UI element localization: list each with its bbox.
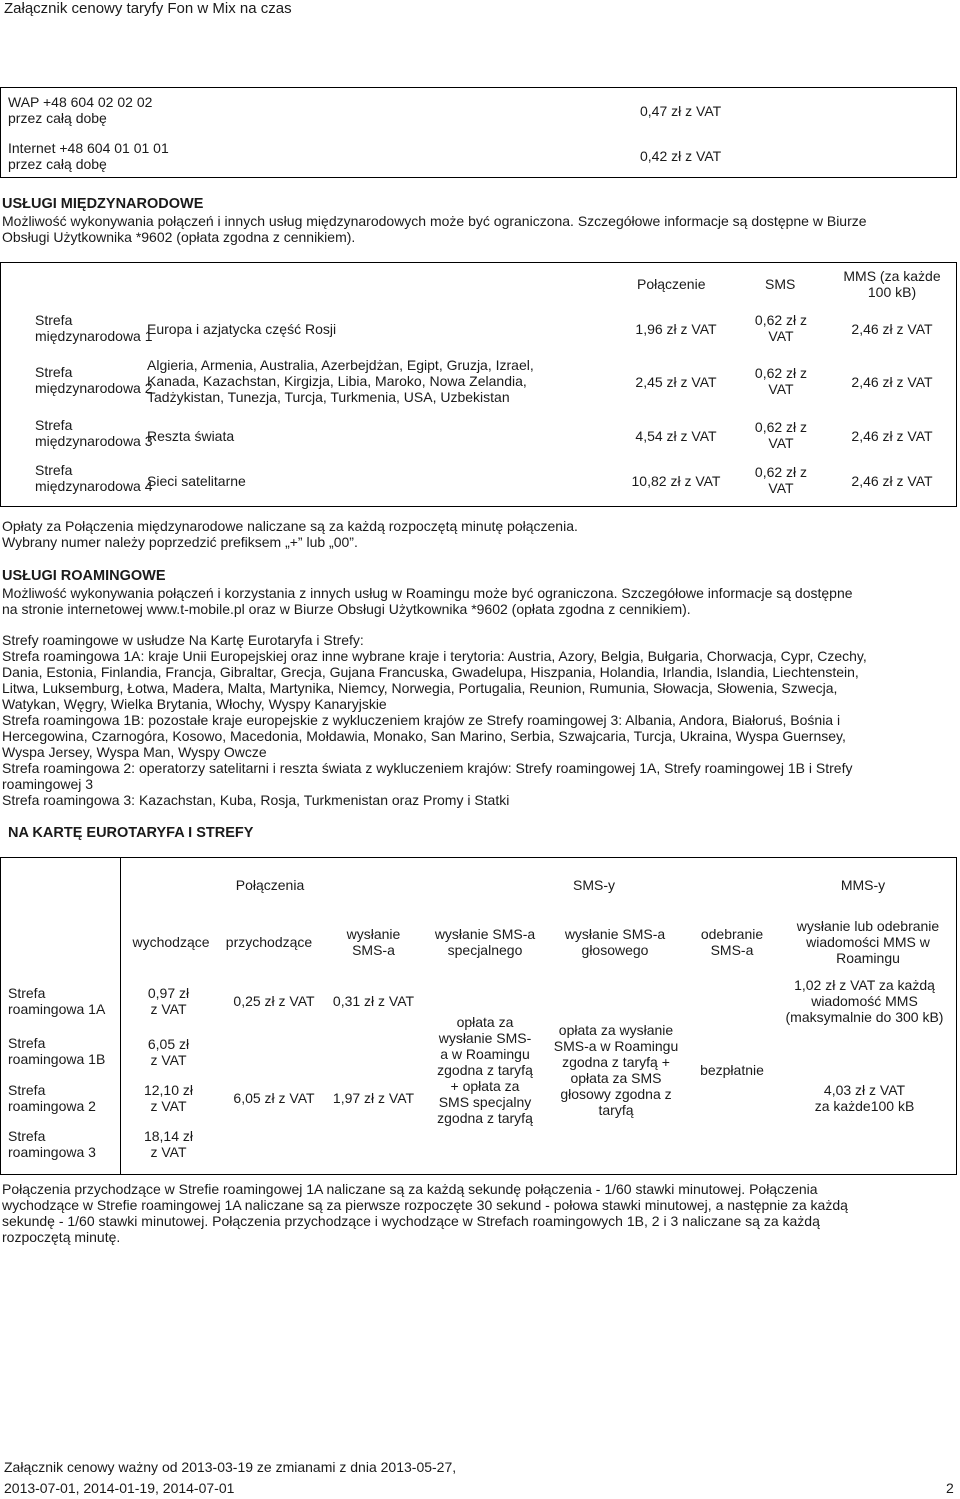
outgoing-price: 6,05 zł z VAT [147, 1036, 190, 1068]
sms-price: 0,62 zł z VAT [754, 365, 808, 397]
outgoing-price: 18,14 zł z VAT [143, 1128, 194, 1160]
group-header-mms: MMS-y [840, 877, 886, 893]
group-header-sms: SMS-y [573, 877, 615, 893]
internet-price: 0,42 zł z VAT [640, 148, 722, 164]
zone-countries: Reszta świata [147, 428, 235, 444]
col-header-mms: MMS (za każde 100 kB) [843, 268, 941, 300]
wap-label: WAP +48 604 02 02 02 przez całą dobę [8, 94, 153, 126]
roaming-billing-note: Połączenia przychodzące w Strefie roamingowej 1A naliczane są za każdą sekundę połączenia - 1/60 stawki minutowej. Połączenia wychodzące w Strefie roamingowej 1A naliczane są za pierwsze rozpoczęte 30 sekund - połowa stawki minutowej, a następnie za każdą sekundę - 1/60 stawki minutowej. Połączenia przychodzące i wychodzące w Strefach roamingowych 1B, 2 i 3 naliczane są za każdą rozpoczętą minutę. [2, 1181, 848, 1245]
col-header-incoming: przychodzące [225, 934, 313, 950]
call-price: 1,96 zł z VAT [635, 321, 717, 337]
voice-sms-price: opłata za wysłanie SMS-a w Roamingu zgodna z taryfą + opłata za SMS głosowy zgodna z taryfą [553, 1022, 679, 1118]
roaming-zone-name: Strefa roamingowa 2 [8, 1082, 96, 1114]
mms-price: 2,46 zł z VAT [851, 374, 933, 390]
mms-price-other: 4,03 zł z VAT za każde100 kB [814, 1082, 915, 1114]
internet-label: Internet +48 604 01 01 01 przez całą dobę [8, 140, 169, 172]
zone-name: Strefa międzynarodowa 4 [35, 462, 153, 494]
incoming-price-1a: 0,25 zł z VAT [233, 993, 315, 1009]
mms-price-1a: 1,02 zł z VAT za każdą wiadomość MMS (maksymalnie do 300 kB) [785, 977, 944, 1025]
outgoing-price: 0,97 zł z VAT [147, 985, 190, 1017]
col-header-call: Połączenie [637, 276, 706, 292]
call-price: 2,45 zł z VAT [635, 374, 717, 390]
zone-countries: Europa i azjatycka część Rosji [147, 321, 337, 337]
col-header-sms-receive: odebranie SMS-a [700, 926, 764, 958]
sms-price-other: 1,97 zł z VAT [332, 1090, 415, 1106]
col-header-outgoing: wychodzące [132, 934, 210, 950]
eurotaryfa-heading: NA KARTĘ EUROTARYFA I STREFY [8, 825, 254, 841]
roaming-description: Możliwość wykonywania połączeń i korzystania z innych usług w Roamingu może być ograniczona. Szczegółowe informacje są dostępne na stronie internetowej www.t-mobile.pl oraz w Biurze Obsługi Użytkownika *9602 (opłata zgodna z cennikiem). [2, 585, 853, 617]
roaming-price-table [0, 857, 957, 1175]
outgoing-price: 12,10 zł z VAT [143, 1082, 194, 1114]
col-header-mms: wysłanie lub odebranie wiadomości MMS w Roamingu [796, 918, 940, 966]
page-number: 2 [946, 1480, 954, 1496]
sms-price: 0,62 zł z VAT [754, 312, 808, 344]
col-header-sms-special: wysłanie SMS-a specjalnego [434, 926, 536, 958]
validity-footer: Załącznik cenowy ważny od 2013-03-19 ze zmianami z dnia 2013-05-27, [4, 1459, 457, 1475]
document-title: Załącznik cenowy taryfy Fon w Mix na czas [4, 0, 292, 17]
sms-price: 0,62 zł z VAT [754, 419, 808, 451]
zone-name: Strefa międzynarodowa 3 [35, 417, 153, 449]
mms-price: 2,46 zł z VAT [851, 473, 933, 489]
col-header-sms: SMS [765, 276, 796, 292]
wap-price: 0,47 zł z VAT [640, 103, 722, 119]
zone-countries: Algieria, Armenia, Australia, Azerbejdżan, Egipt, Gruzja, Izrael, Kanada, Kazachstan, Kirgizja, Libia, Maroko, Nowa Zelandia, Tadżykistan, Tunezja, Turcja, Turkmenia, USA, Uzbekistan [147, 357, 534, 405]
sms-price-1a: 0,31 zł z VAT [332, 993, 415, 1009]
mms-price: 2,46 zł z VAT [851, 428, 933, 444]
roaming-zone-name: Strefa roamingowa 1B [8, 1035, 106, 1067]
intl-note: Opłaty za Połączenia międzynarodowe naliczane są za każdą rozpoczętą minutę połączenia. Wybrany numer należy poprzedzić prefiksem „+” lub „00”. [2, 518, 578, 550]
group-header-calls: Połączenia [235, 877, 305, 893]
zone-name: Strefa międzynarodowa 2 [35, 364, 153, 396]
call-price: 4,54 zł z VAT [635, 428, 717, 444]
col-header-sms-send: wysłanie SMS-a [346, 926, 401, 958]
sms-price: 0,62 zł z VAT [754, 464, 808, 496]
zone-countries: Sieci satelitarne [147, 473, 246, 489]
roaming-zones-description: Strefy roamingowe w usłudze Na Kartę Eurotaryfa i Strefy: Strefa roamingowa 1A: kraje Unii Europejskiej oraz inne wybrane kraje i terytoria: Austria, Azory, Belgia, Bułgaria, Chorwacja, Cypr, Czechy, Dania, Estonia, Finlandia, Francja, Gibraltar, Grecja, Gujana Francuska, Gwadelupa, Hiszpania, Holandia, Irlandia, Islandia, Liechtenstein, Litwa, Luksemburg, Łotwa, Madera, Malta, Martynika, Niemcy, Norwegia, Portugalia, Reunion, Rumunia, Słowacja, Słowenia, Szwecja, Watykan, Węgry, Wielka Brytania, Włochy, Wyspy Kanaryjskie Strefa roamingowa 1B: pozostałe kraje europejskie z wykluczeniem krajów ze Strefy roamingowej 3: Albania, Andora, Białoruś, Bośnia i Hercegowina, Czarnogóra, Kosowo, Macedonia, Mołdawia, Monako, San Marino, Serbia, Szwajcaria, Turcja, Ukraina, Wyspa Guernsey, Wyspa Jersey, Wyspa Man, Wyspy Owcze Strefa roamingowa 2: operatorzy satelitarni i reszta świata z wykluczeniem krajów: Strefy roamingowej 1A, Strefy roamingowej 1B i Strefy roamingowej 3 Strefa roamingowa 3: Kazachstan, Kuba, Rosja, Turkmenistan oraz Promy i Statki [2, 632, 867, 808]
roaming-zone-name: Strefa roamingowa 1A [8, 985, 106, 1017]
zone-name: Strefa międzynarodowa 1 [35, 312, 153, 344]
mms-price: 2,46 zł z VAT [851, 321, 933, 337]
intl-heading: USŁUGI MIĘDZYNARODOWE [2, 196, 204, 212]
col-header-sms-voice: wysłanie SMS-a głosowego [564, 926, 666, 958]
special-sms-price: opłata za wysłanie SMS- a w Roamingu zgodna z taryfą + opłata za SMS specjalny zgodna z taryfą [437, 1014, 533, 1126]
receive-sms-price: bezpłatnie [700, 1062, 764, 1078]
intl-description: Możliwość wykonywania połączeń i innych usług międzynarodowych może być ograniczona. Szczegółowe informacje są dostępne w Biurze Obsługi Użytkownika *9602 (opłata zgodna z cennikiem). [2, 213, 867, 245]
roaming-heading: USŁUGI ROAMINGOWE [2, 568, 166, 584]
intl-zones-table [0, 262, 957, 507]
roaming-zone-name: Strefa roamingowa 3 [8, 1128, 96, 1160]
incoming-price-other: 6,05 zł z VAT [233, 1090, 315, 1106]
validity-footer-dates: 2013-07-01, 2014-01-19, 2014-07-01 [4, 1480, 235, 1496]
call-price: 10,82 zł z VAT [631, 473, 721, 489]
